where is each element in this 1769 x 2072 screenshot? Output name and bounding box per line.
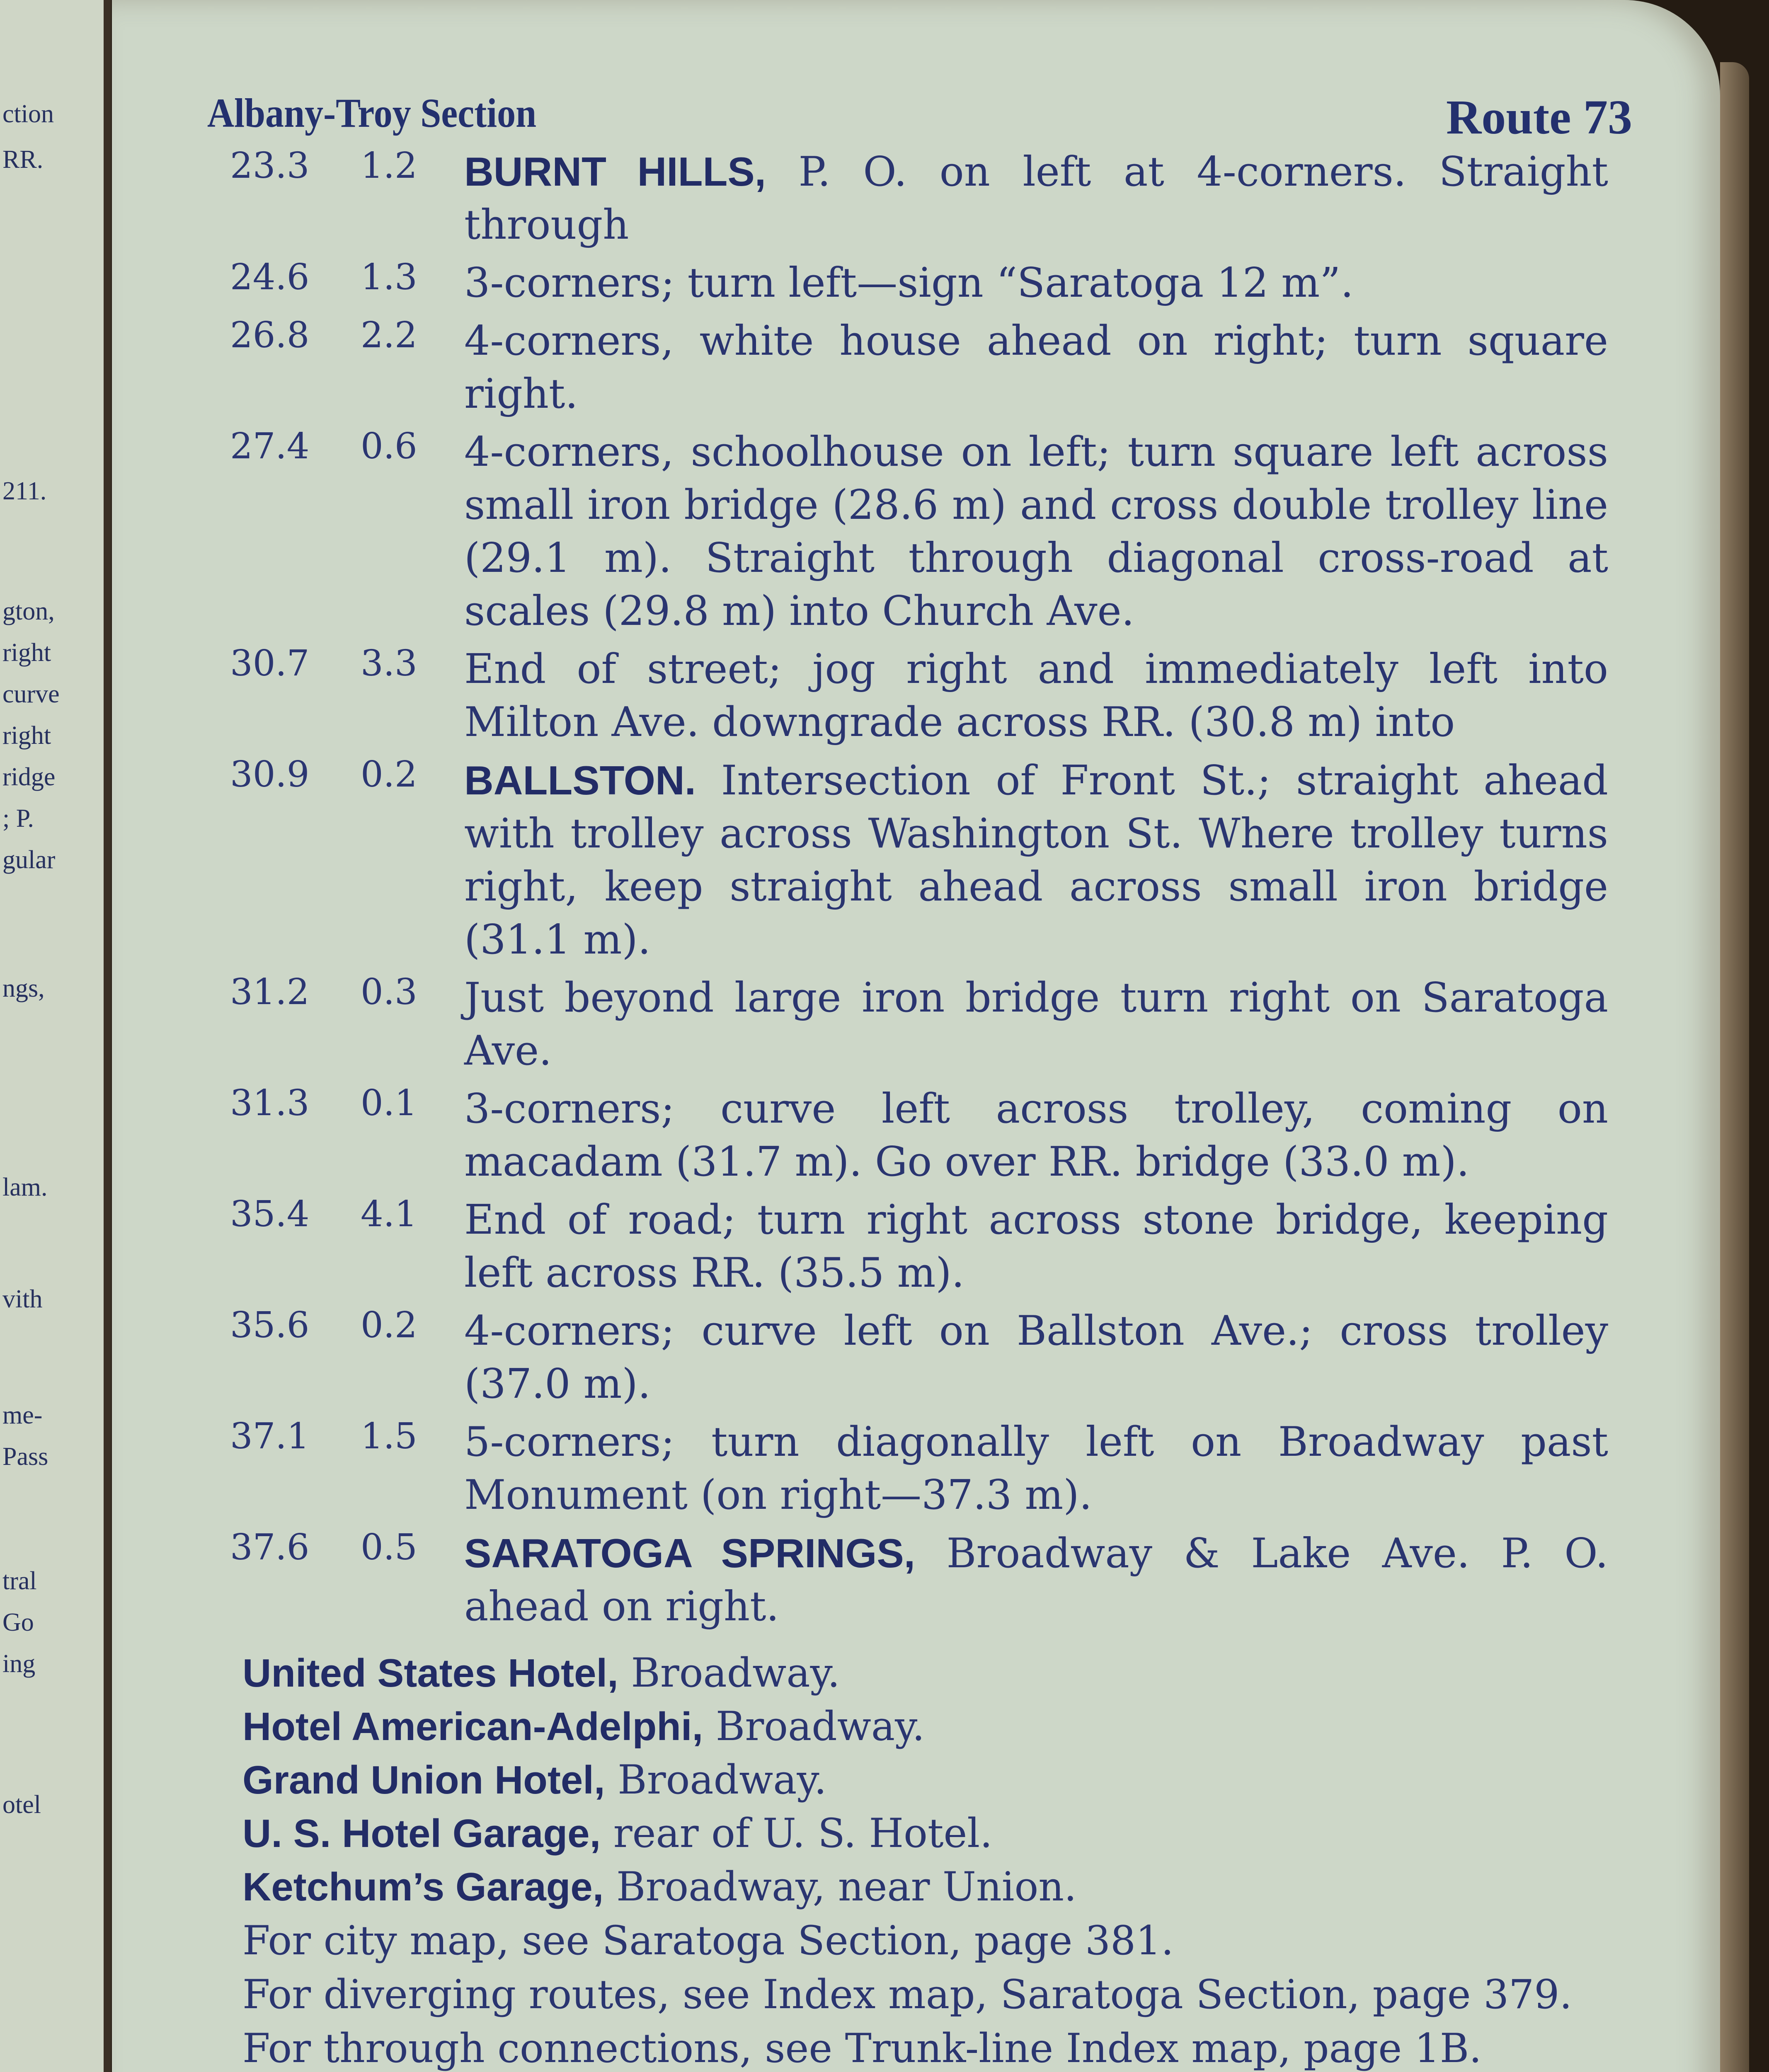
place-name: SARATOGA SPRINGS, <box>464 1530 915 1576</box>
direction-text <box>464 1527 1608 1633</box>
increment-miles: 0.1 <box>361 1082 417 1124</box>
total-miles: 26.8 <box>230 315 310 356</box>
left-page-fragment: 211. <box>2 477 47 505</box>
see-also-line: For diverging routes, see Index map, Saratoga Section, page 379. <box>242 1971 1572 2018</box>
hotel-location: Broadway, near Union. <box>603 1864 1077 1910</box>
route-entry <box>195 315 1645 421</box>
direction-body: 3-corners; curve left across trolley, coming on macadam (31.7 m). Go over RR. bridge (33.0 m). <box>464 1085 1608 1186</box>
hotel-list <box>242 1646 1610 2072</box>
route-entry <box>195 1527 1645 1633</box>
total-miles: 37.1 <box>230 1416 310 1457</box>
hotel-item <box>242 1860 1610 1914</box>
hotel-location: rear of U. S. Hotel. <box>601 1810 993 1857</box>
increment-miles: 0.2 <box>361 754 417 795</box>
total-miles: 35.6 <box>230 1305 310 1346</box>
route-entry <box>195 426 1645 638</box>
route-entry <box>195 1193 1645 1300</box>
hotel-item <box>242 1646 1610 1700</box>
left-page-fragment: right <box>2 639 51 667</box>
direction-body: P. O. on left at 4-corners. Straight through <box>464 148 1608 249</box>
total-miles: 23.3 <box>230 145 310 186</box>
direction-text <box>464 1305 1608 1411</box>
increment-miles: 4.1 <box>361 1193 417 1235</box>
increment-miles: 0.6 <box>361 426 417 467</box>
hotel-item <box>242 1807 1610 1860</box>
direction-text <box>464 315 1608 421</box>
left-page-fragment: right <box>2 721 51 750</box>
total-miles: 31.2 <box>230 971 310 1013</box>
route-entry <box>195 1082 1645 1188</box>
hotel-name: U. S. Hotel Garage, <box>242 1811 601 1856</box>
left-page-fragment: ridge <box>2 763 56 791</box>
place-name: BALLSTON. <box>464 758 696 803</box>
direction-text <box>464 1416 1608 1522</box>
total-miles: 30.9 <box>230 754 310 795</box>
hotel-name: United States Hotel, <box>242 1651 618 1695</box>
direction-text <box>464 145 1608 252</box>
see-also-line: For through connections, see Trunk-line Index map, page 1B. <box>242 2025 1482 2072</box>
direction-text <box>464 1082 1608 1188</box>
direction-text <box>464 257 1608 310</box>
place-name: BURNT HILLS, <box>464 149 766 194</box>
direction-body: Just beyond large iron bridge turn right on Saratoga Ave. <box>464 974 1608 1075</box>
direction-body: 4-corners, white house ahead on right; turn square right. <box>464 317 1608 418</box>
left-page-edge <box>0 0 111 2072</box>
increment-miles: 2.2 <box>361 315 417 356</box>
route-entries <box>195 145 1645 1638</box>
total-miles: 31.3 <box>230 1082 310 1124</box>
direction-body: 3-corners; turn left—sign “Saratoga 12 m”. <box>464 259 1354 307</box>
page-edge <box>1720 62 1749 2072</box>
left-page-fragment: ; P. <box>2 804 34 833</box>
hotel-name: Grand Union Hotel, <box>242 1758 605 1802</box>
left-page-fragment: tral <box>2 1567 37 1595</box>
total-miles: 27.4 <box>230 426 310 467</box>
direction-body: Broadway & Lake Ave. P. O. ahead on right. <box>464 1530 1608 1630</box>
left-page-fragment: Go <box>2 1608 34 1636</box>
hotel-name: Hotel American-Adelphi, <box>242 1704 703 1749</box>
left-page-fragment: me- <box>2 1401 43 1429</box>
total-miles: 30.7 <box>230 643 310 684</box>
route-number: Route 73 <box>1446 90 1632 144</box>
left-page-fragment: curve <box>2 680 60 708</box>
left-page-fragment: lam. <box>2 1173 48 1201</box>
direction-body: 4-corners, schoolhouse on left; turn square left across small iron bridge (28.6 m) and cross double trolley line (29.1 m). Straight through diagonal cross-road at scales (29.8 m) into Church Ave. <box>464 428 1608 635</box>
route-entry <box>195 145 1645 252</box>
direction-body: Intersection of Front St.; straight ahead with trolley across Washington St. Where trolley turns right, keep straight ahead across small iron bridge (31.1 m). <box>464 757 1608 963</box>
increment-miles: 0.5 <box>361 1527 417 1568</box>
total-miles: 37.6 <box>230 1527 310 1568</box>
hotel-location: Broadway. <box>605 1757 827 1803</box>
direction-body: 5-corners; turn diagonally left on Broadway past Monument (on right—37.3 m). <box>464 1418 1608 1519</box>
left-page-fragment: ing <box>2 1650 36 1678</box>
left-page-fragment: ngs, <box>2 974 45 1002</box>
left-page-fragment: Pass <box>2 1443 48 1471</box>
direction-body: End of road; turn right across stone bridge, keeping left across RR. (35.5 m). <box>464 1196 1608 1297</box>
increment-miles: 1.2 <box>361 145 417 186</box>
left-page-fragment: otel <box>2 1791 41 1819</box>
left-page-fragment: gton, <box>2 597 55 625</box>
route-entry <box>195 1416 1645 1522</box>
section-title: Albany-Troy Section <box>207 90 537 136</box>
increment-miles: 0.2 <box>361 1305 417 1346</box>
direction-text <box>464 971 1608 1077</box>
route-entry <box>195 257 1645 310</box>
see-also-line: For city map, see Saratoga Section, page 381. <box>242 1917 1174 1964</box>
left-page-fragment: ction <box>2 100 54 128</box>
route-entry <box>195 971 1645 1077</box>
increment-miles: 1.3 <box>361 257 417 298</box>
increment-miles: 0.3 <box>361 971 417 1013</box>
route-entry <box>195 643 1645 749</box>
hotel-location: Broadway. <box>703 1703 925 1750</box>
total-miles: 35.4 <box>230 1193 310 1235</box>
hotel-item <box>242 1700 1610 1753</box>
route-entry <box>195 754 1645 966</box>
hotel-name: Ketchum’s Garage, <box>242 1865 604 1909</box>
hotel-location: Broadway. <box>618 1650 840 1696</box>
increment-miles: 3.3 <box>361 643 417 684</box>
direction-body: End of street; jog right and immediately left into Milton Ave. downgrade across RR. (30.8 m) into <box>464 646 1608 746</box>
total-miles: 24.6 <box>230 257 310 298</box>
direction-text <box>464 1193 1608 1300</box>
left-page-fragment: gular <box>2 846 56 874</box>
left-page-fragment: vith <box>2 1285 43 1313</box>
hotel-item <box>242 1753 1610 1807</box>
direction-text <box>464 426 1608 638</box>
route-entry <box>195 1305 1645 1411</box>
direction-text <box>464 754 1608 966</box>
direction-body: 4-corners; curve left on Ballston Ave.; cross trolley (37.0 m). <box>464 1307 1608 1408</box>
left-page-fragment: RR. <box>2 145 44 174</box>
direction-text <box>464 643 1608 749</box>
increment-miles: 1.5 <box>361 1416 417 1457</box>
